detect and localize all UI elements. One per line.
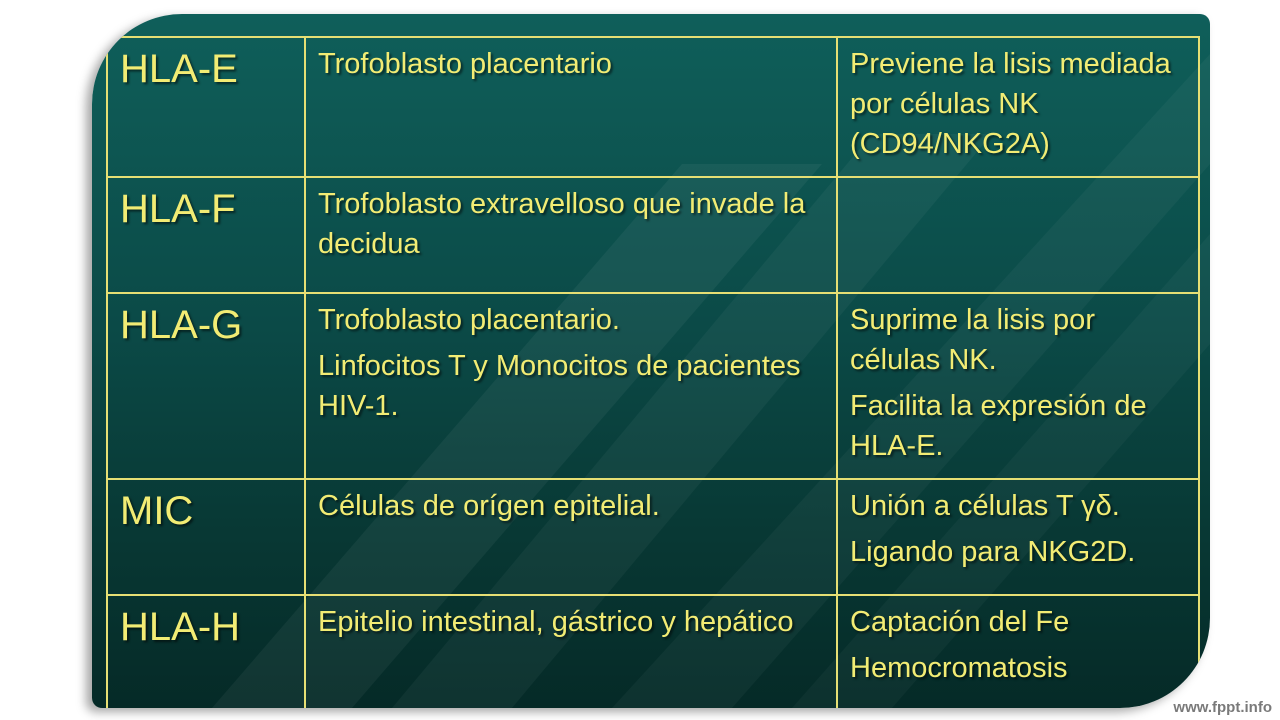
- molecule-cell: HLA-F: [107, 177, 305, 293]
- location-cell: [305, 479, 837, 595]
- function-cell: [837, 37, 1199, 177]
- function-text: Unión a células T γδ.: [850, 490, 1120, 522]
- watermark-text: www.fppt.info: [1173, 699, 1272, 716]
- location-cell: [305, 177, 837, 293]
- location-cell: [305, 293, 837, 479]
- table-row: [107, 293, 1199, 479]
- table-row: [107, 479, 1199, 595]
- location-text: Células de orígen epitelial.: [318, 490, 660, 522]
- function-text: Suprime la lisis por células NK.: [850, 304, 1095, 376]
- table-row: [107, 595, 1199, 708]
- slide-frame: [92, 14, 1210, 708]
- function-cell: [837, 177, 1199, 293]
- function-cell: [837, 293, 1199, 479]
- function-text: Captación del Fe: [850, 606, 1070, 638]
- location-text: Linfocitos T y Monocitos de pacientes HIV-1.: [318, 350, 801, 422]
- molecule-cell: HLA-H: [107, 595, 305, 708]
- molecule-cell: HLA-G: [107, 293, 305, 479]
- table-row: [107, 177, 1199, 293]
- function-text: Ligando para NKG2D.: [850, 536, 1136, 568]
- location-text: Trofoblasto placentario: [318, 48, 612, 80]
- function-text: Hemocromatosis: [850, 652, 1068, 684]
- location-cell: [305, 595, 837, 708]
- location-text: Epitelio intestinal, gástrico y hepático: [318, 606, 794, 638]
- location-cell: [305, 37, 837, 177]
- hla-table: [106, 36, 1200, 708]
- location-text: Trofoblasto placentario.: [318, 304, 620, 336]
- function-cell: [837, 595, 1199, 708]
- function-text: Previene la lisis mediada por células NK (CD94/NKG2A): [850, 48, 1171, 160]
- molecule-cell: MIC: [107, 479, 305, 595]
- location-text: Trofoblasto extravelloso que invade la decidua: [318, 188, 806, 260]
- function-cell: [837, 479, 1199, 595]
- table-row: [107, 37, 1199, 177]
- function-text: Facilita la expresión de HLA-E.: [850, 390, 1147, 462]
- molecule-cell: HLA-E: [107, 37, 305, 177]
